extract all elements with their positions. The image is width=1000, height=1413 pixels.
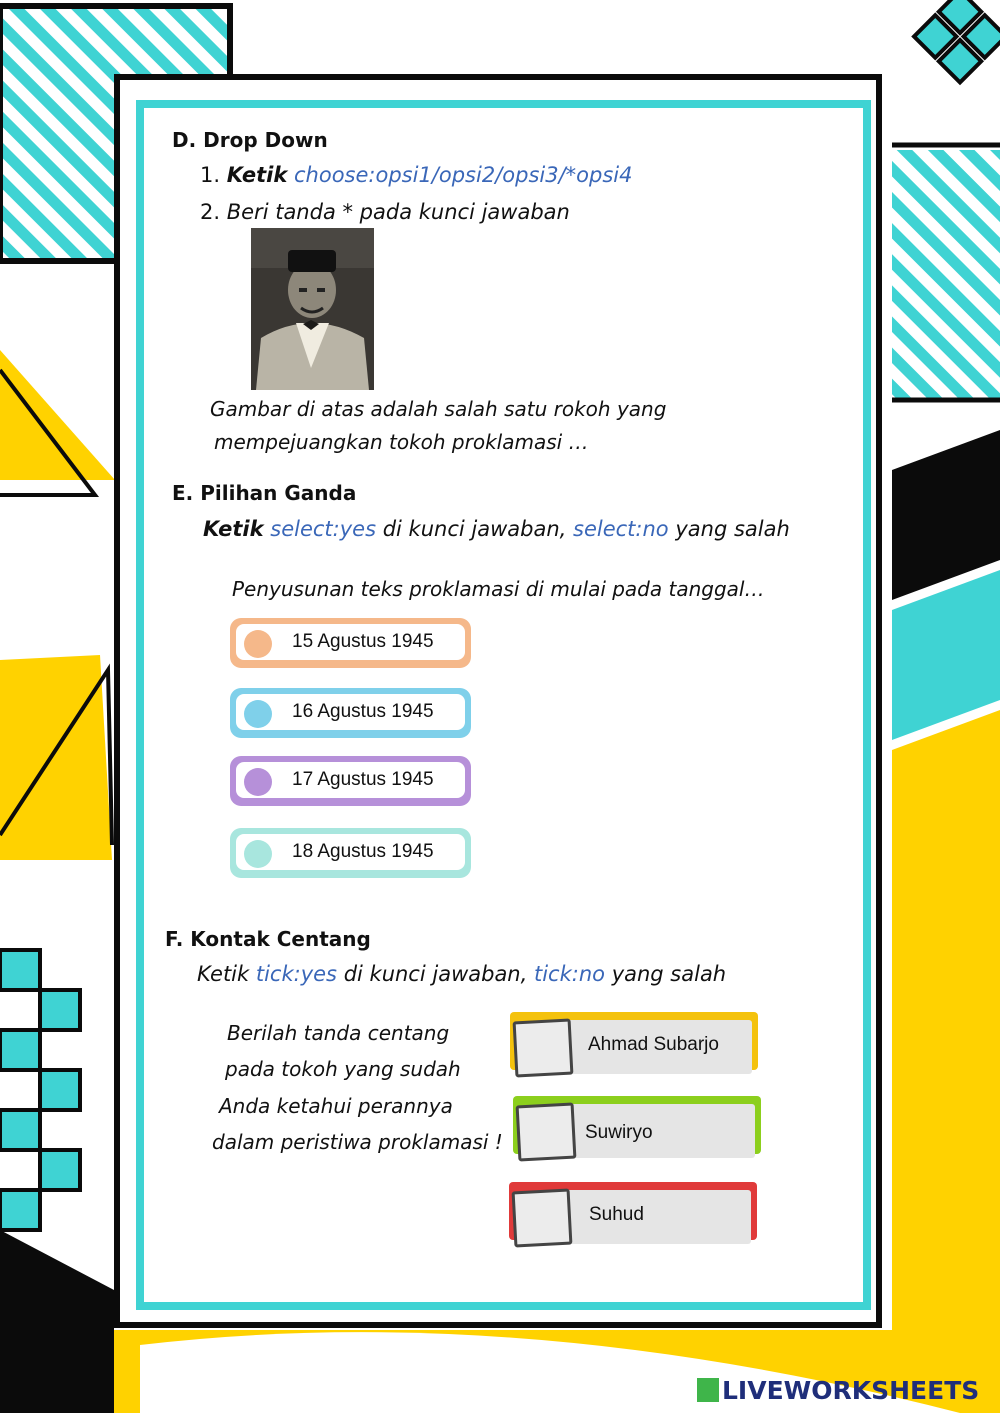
logo-text: LIVEWORKSHEETS [722,1376,980,1405]
section-f-title: F. Kontak Centang [165,927,371,951]
section-f-question-line-4: dalam peristiwa proklamasi ! [212,1130,503,1154]
section-f-instruction [197,962,726,986]
option-label: 17 Agustus 1945 [292,769,434,790]
section-f-question-line-1: Berilah tanda centang [227,1021,450,1045]
step-1-verb: Ketik [226,163,288,187]
step-1-code: choose:opsi1/opsi2/opsi3/*opsi4 [294,163,633,187]
tick-label: Ahmad Subarjo [588,1034,719,1055]
section-e-question: Penyusunan teks proklamasi di mulai pada tanggal… [232,577,765,601]
section-f-mid: di kunci jawaban, [343,962,528,986]
checkbox-icon[interactable] [513,1019,574,1078]
section-f-code-no: tick:no [533,962,605,986]
radio-dot-icon[interactable] [244,700,272,728]
step-2-number: 2. [200,200,221,224]
section-d-question-line-1: Gambar di atas adalah salah satu rokoh yang [210,397,667,421]
section-f-question-line-2: pada tokoh yang sudah [225,1057,461,1081]
section-e-title: E. Pilihan Ganda [172,481,357,505]
option-17-agustus[interactable] [230,756,471,806]
option-label: 15 Agustus 1945 [292,631,434,652]
tick-label: Suwiryo [585,1122,653,1143]
option-16-agustus[interactable] [230,688,471,738]
section-e-verb: Ketik [203,517,264,541]
section-e-code-no: select:no [573,517,669,541]
option-15-agustus[interactable] [230,618,471,668]
section-d-step-1 [200,163,632,187]
portrait-photo [251,228,374,390]
radio-dot-icon[interactable] [244,630,272,658]
tick-ahmad-subarjo[interactable] [510,1012,760,1076]
section-e-instruction [203,517,790,541]
section-f-end: yang salah [611,962,727,986]
section-d-step-2 [200,200,570,224]
tick-suhud[interactable] [509,1182,759,1246]
section-e-mid: di kunci jawaban, [382,517,567,541]
option-label: 16 Agustus 1945 [292,701,434,722]
portrait-illustration [251,228,374,390]
liveworksheets-logo [697,1376,979,1405]
checkbox-icon[interactable] [516,1103,577,1162]
step-1-number: 1. [200,163,221,187]
logo-mark-icon [697,1378,719,1402]
section-d-title: D. Drop Down [172,128,328,152]
option-18-agustus[interactable] [230,828,471,878]
tick-suwiryo[interactable] [513,1096,763,1160]
step-2-text: Beri tanda * pada kunci jawaban [226,200,570,224]
radio-dot-icon[interactable] [244,768,272,796]
section-f-question-line-3: Anda ketahui perannya [219,1094,453,1118]
section-e-end: yang salah [675,517,790,541]
checkbox-icon[interactable] [512,1189,573,1248]
option-label: 18 Agustus 1945 [292,841,434,862]
section-f-code-yes: tick:yes [255,962,337,986]
tick-label: Suhud [589,1204,644,1225]
radio-dot-icon[interactable] [244,840,272,868]
section-f-verb: Ketik [197,962,250,986]
section-d-question-line-2: mempejuangkan tokoh proklamasi … [214,430,589,454]
section-e-code-yes: select:yes [270,517,377,541]
